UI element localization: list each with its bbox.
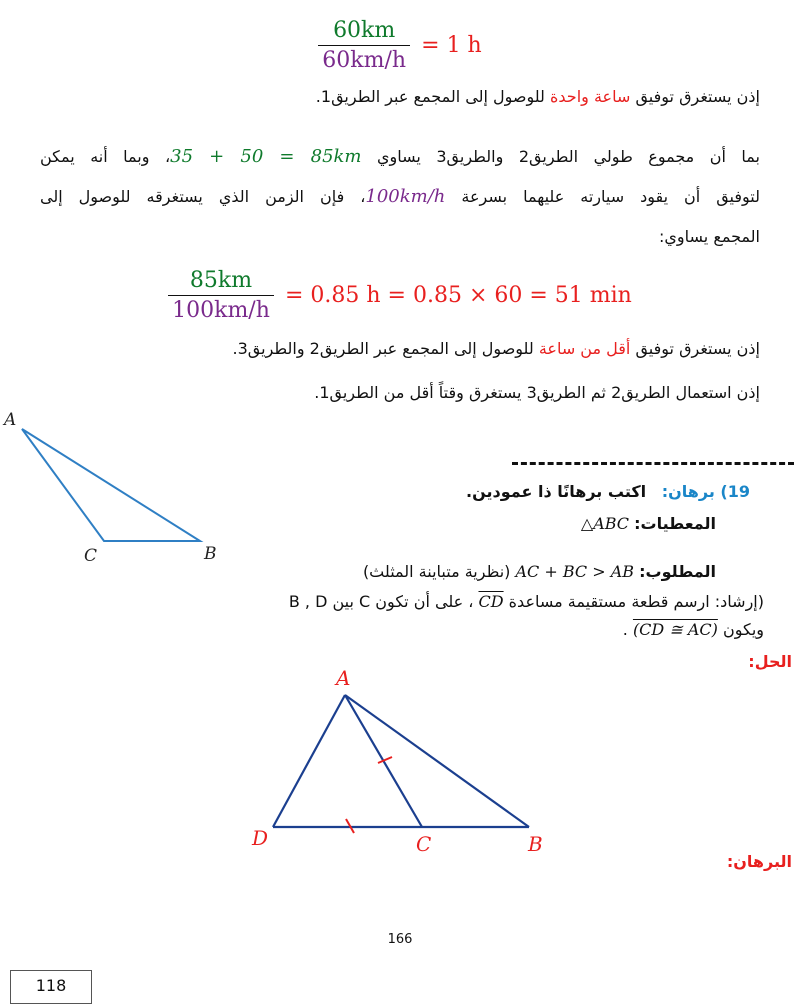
triangle-abc-figure xyxy=(0,405,240,565)
q19-number: 19) xyxy=(720,482,750,501)
line-5: إذن استعمال الطريق2 ثم الطريق3 يستغرق وقتاً أقل من الطريق1. xyxy=(314,383,760,402)
given-value: △ABC xyxy=(580,514,630,533)
segment-ab xyxy=(345,695,529,827)
para2-l2-a: لتوفيق أن يقود سيارته عليهما بسرعة xyxy=(461,187,760,206)
triangle-abc-shape xyxy=(22,429,200,541)
line-4 xyxy=(40,338,760,360)
eq1-numerator: 60km xyxy=(318,18,410,46)
para2-line3: المجمع يساوي: xyxy=(659,227,760,246)
vertex-a-label: A xyxy=(4,410,17,430)
required-label: المطلوب: xyxy=(639,562,716,581)
vertex-c2-label: C xyxy=(416,832,432,855)
q19-title: برهان: xyxy=(661,482,715,501)
hint2-a: ويكون xyxy=(722,620,764,639)
eq1-result: = 1 h xyxy=(421,33,482,58)
equation-2 xyxy=(0,268,800,323)
q19-required xyxy=(196,562,716,581)
hint1-a: (إرشاد: ارسم قطعة مستقيمة مساعدة xyxy=(508,592,764,611)
line1-after: للوصول إلى المجمع عبر الطريق1. xyxy=(315,87,545,106)
required-note: (نظرية متباينة المثلث) xyxy=(362,562,511,581)
eq2-result: = 0.85 h = 0.85 × 60 = 51 min xyxy=(284,283,632,308)
required-math: AC + BC > AB xyxy=(515,562,635,581)
para2-l2-math: 100km/h xyxy=(365,186,446,207)
hint2-b: . xyxy=(622,620,628,639)
hint1-b: ، على أن تكون C بين B , D xyxy=(288,592,474,611)
solution-label: الحل: xyxy=(748,652,792,671)
vertex-b-label: B xyxy=(204,544,217,564)
q19-given xyxy=(296,514,716,533)
para2-line1 xyxy=(40,146,760,168)
segment-ad xyxy=(273,695,345,827)
line4-after: للوصول إلى المجمع عبر الطريق2 والطريق3. xyxy=(232,339,534,358)
q19-instruction: اكتب برهانًا ذا عمودين. xyxy=(466,482,647,501)
q19-hint-line2 xyxy=(184,620,764,639)
line-1 xyxy=(40,86,760,108)
para2-l1-a: بما أن مجموع طولي الطريق2 والطريق3 يساوي xyxy=(377,147,761,166)
proof-label: البرهان: xyxy=(726,852,792,871)
page-number: 166 xyxy=(387,932,413,947)
hint2-math: (CD ≅ AC) xyxy=(632,620,718,639)
vertex-c-label: C xyxy=(84,546,98,565)
para2-l1-b: ، وبما أنه يمكن xyxy=(40,147,171,166)
page-box-number: 118 xyxy=(10,970,92,1004)
eq2-denominator: 100km/h xyxy=(172,298,270,323)
vertex-b2-label: B xyxy=(528,832,543,855)
equation-1 xyxy=(0,18,800,73)
para2-l1-math: 35 + 50 = 85km xyxy=(170,146,362,167)
q19-header xyxy=(250,482,750,501)
vertex-a2-label: A xyxy=(336,666,351,690)
line4-highlight: أقل من ساعة xyxy=(538,339,631,358)
eq1-denominator: 60km/h xyxy=(322,48,407,73)
line4-before: إذن يستغرق توفيق xyxy=(635,339,760,358)
triangle-abcd-figure xyxy=(240,665,560,855)
vertex-d-label: D xyxy=(252,826,269,850)
q19-hint-line1 xyxy=(184,592,764,611)
line1-highlight: ساعة واحدة xyxy=(550,87,631,106)
para2-line2 xyxy=(40,186,760,208)
hint1-math: $\overline{CD}$ xyxy=(478,592,504,611)
eq2-numerator: 85km xyxy=(168,268,274,296)
given-label: المعطيات: xyxy=(634,514,716,533)
section-divider xyxy=(512,462,794,465)
para2-l2-b: ، فإن الزمن الذي يستغرقه للوصول إلى xyxy=(40,187,366,206)
line1-before: إذن يستغرق توفيق xyxy=(635,87,760,106)
